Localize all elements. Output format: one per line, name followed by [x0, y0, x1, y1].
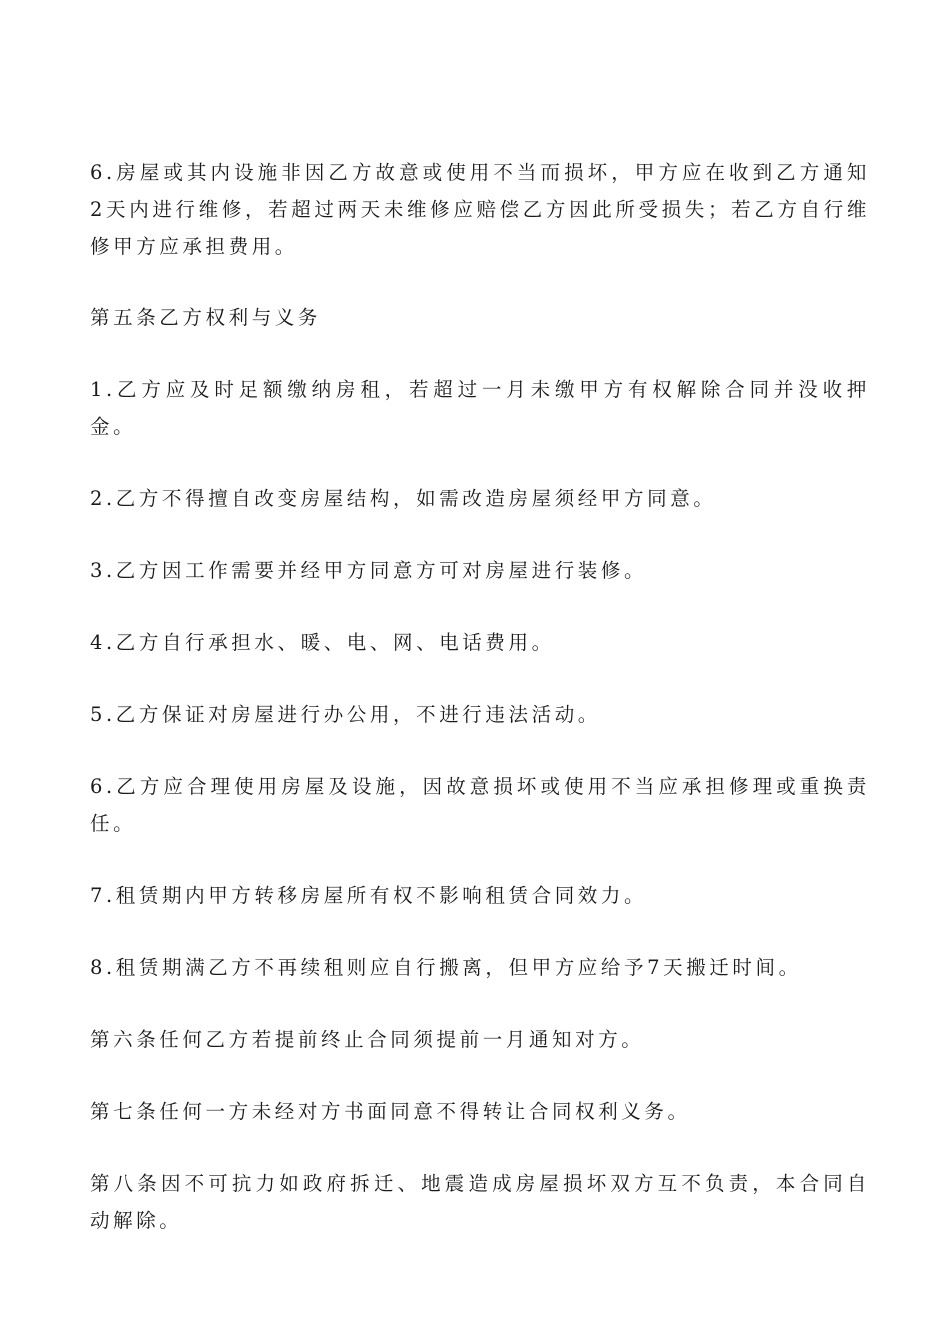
clause-paragraph: 6.乙方应合理使用房屋及设施，因故意损坏或使用不当应承担修理或重换责任。	[90, 775, 870, 835]
clause-paragraph: 6.房屋或其内设施非因乙方故意或使用不当而损坏，甲方应在收到乙方通知2天内进行维修，若超过两天未维修应赔偿乙方因此所受损失；若乙方自行维修甲方应承担费用。	[90, 161, 870, 258]
article-paragraph: 第六条任何乙方若提前终止合同须提前一月通知对方。	[90, 1028, 645, 1051]
clause-paragraph: 5.乙方保证对房屋进行办公用，不进行违法活动。	[90, 703, 601, 726]
document-body	[90, 154, 870, 1273]
article-heading: 第五条乙方权利与义务	[90, 306, 322, 329]
article-paragraph: 第八条因不可抗力如政府拆迁、地震造成房屋损坏双方互不负责，本合同自动解除。	[90, 1172, 870, 1232]
clause-paragraph: 3.乙方因工作需要并经甲方同意方可对房屋进行装修。	[90, 559, 648, 582]
clause-paragraph: 2.乙方不得擅自改变房屋结构，如需改造房屋须经甲方同意。	[90, 487, 717, 510]
clause-paragraph: 7.租赁期内甲方转移房屋所有权不影响租赁合同效力。	[90, 884, 648, 907]
clause-paragraph: 8.租赁期满乙方不再续租则应自行搬离，但甲方应给予7天搬迁时间。	[90, 956, 802, 979]
article-paragraph: 第七条任何一方未经对方书面同意不得转让合同权利义务。	[90, 1100, 691, 1123]
clause-paragraph: 1.乙方应及时足额缴纳房租，若超过一月未缴甲方有权解除合同并没收押金。	[90, 378, 870, 438]
clause-paragraph: 4.乙方自行承担水、暖、电、网、电话费用。	[90, 631, 555, 654]
